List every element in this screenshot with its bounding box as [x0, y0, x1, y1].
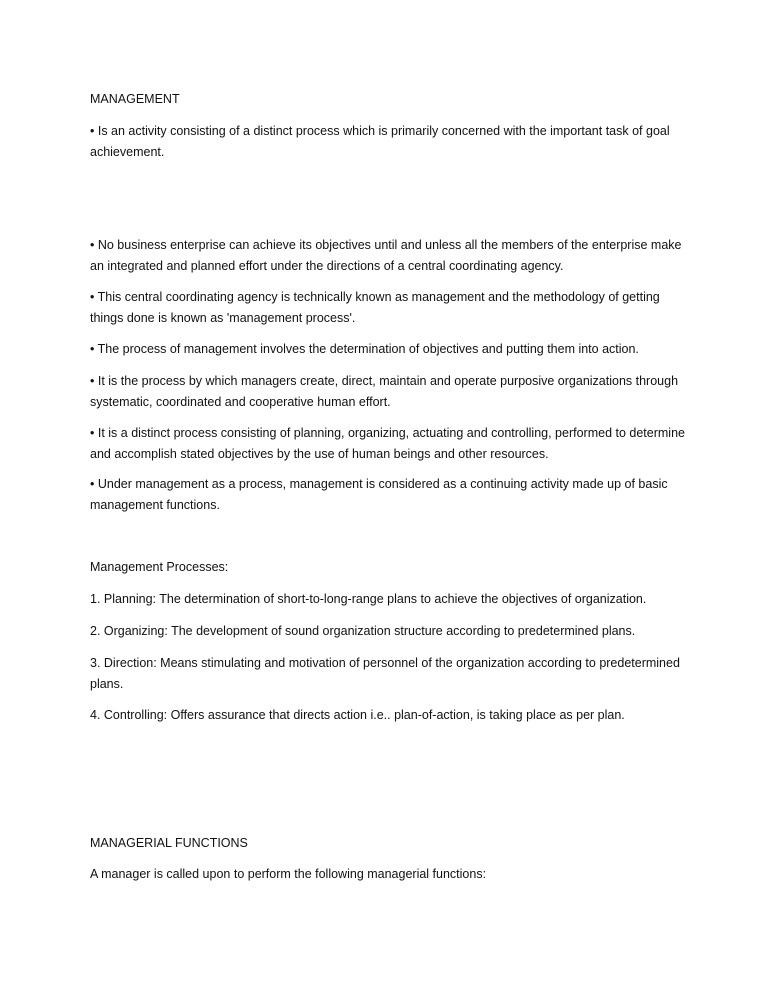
heading-management: MANAGEMENT: [90, 92, 180, 106]
processes-heading: Management Processes:: [90, 560, 229, 574]
process-item-1: 1. Planning: The determination of short-to-long-range plans to achieve the objectives of organization.: [90, 592, 647, 606]
closing-text: A manager is called upon to perform the following managerial functions:: [90, 867, 487, 881]
bullet-2: • This central coordinating agency is technically known as management and the methodology of getting things done is known as 'management process'.: [90, 290, 660, 325]
bullet-5: • It is a distinct process consisting of planning, organizing, actuating and controlling, performed to determine and accomplish stated objectives by the use of human beings and other resources.: [90, 426, 685, 461]
bullet-1: • No business enterprise can achieve its objectives until and unless all the members of the enterprise make an integrated and planned effort under the directions of a central coordinating agency.: [90, 238, 682, 273]
intro-bullet: • Is an activity consisting of a distinct process which is primarily concerned with the important task of goal achievement.: [90, 124, 670, 159]
bullet-4: • It is the process by which managers create, direct, maintain and operate purposive organizations through systematic, coordinated and cooperative human effort.: [90, 374, 679, 409]
process-item-2: 2. Organizing: The development of sound organization structure according to predetermined plans.: [90, 624, 636, 638]
process-item-3: 3. Direction: Means stimulating and motivation of personnel of the organization according to predetermined plans.: [90, 656, 680, 691]
bullet-3: • The process of management involves the determination of objectives and putting them into action.: [90, 342, 639, 356]
process-item-4: 4. Controlling: Offers assurance that directs action i.e.. plan-of-action, is taking place as per plan.: [90, 708, 625, 722]
heading-managerial-functions: MANAGERIAL FUNCTIONS: [90, 836, 248, 850]
bullet-6: • Under management as a process, management is considered as a continuing activity made up of basic management functions.: [90, 477, 668, 512]
